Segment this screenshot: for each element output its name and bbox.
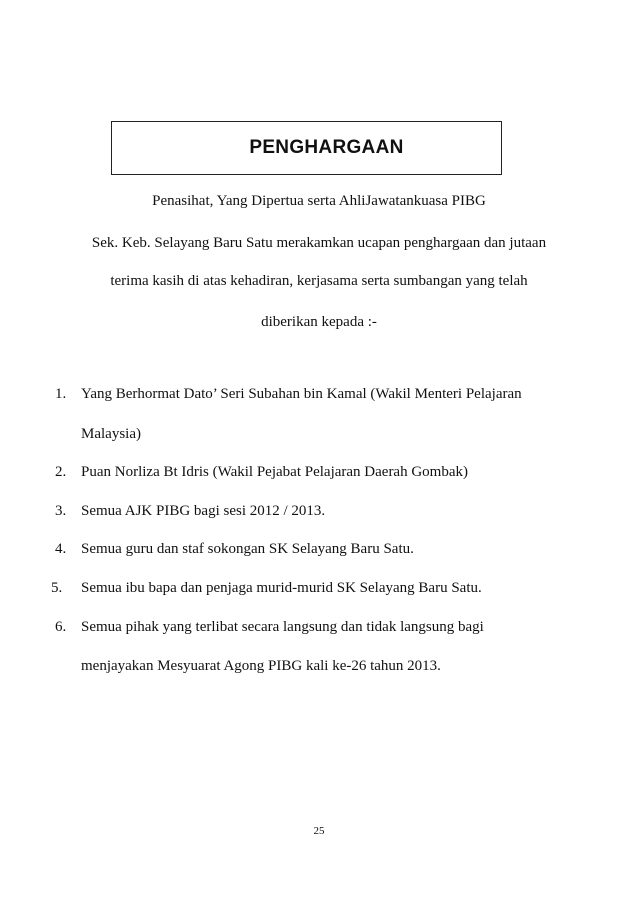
intro-line-3: terima kasih di atas kehadiran, kerjasama serta sumbangan yang telah [110, 273, 528, 289]
list-number: 3. [55, 503, 67, 519]
list-text: Semua ibu bapa dan penjaga murid-murid SK Selayang Baru Satu. [81, 580, 482, 596]
list-text: Semua AJK PIBG bagi sesi 2012 / 2013. [81, 503, 326, 519]
list-number: 6. [55, 619, 67, 635]
list-text: Semua guru dan staf sokongan SK Selayang Baru Satu. [81, 541, 414, 557]
list-text: Yang Berhormat Dato’ Seri Subahan bin Kamal (Wakil Menteri Pelajaran [81, 386, 522, 402]
list-text: Puan Norliza Bt Idris (Wakil Pejabat Pelajaran Daerah Gombak) [81, 464, 468, 480]
page-title: PENGHARGAAN [249, 137, 404, 158]
intro-line-1: Penasihat, Yang Dipertua serta AhliJawatankuasa PIBG [152, 193, 486, 209]
intro-line-2: Sek. Keb. Selayang Baru Satu merakamkan ucapan penghargaan dan jutaan [91, 235, 547, 251]
list-number: 5. [51, 580, 63, 596]
list-text: Malaysia) [81, 426, 141, 442]
list-number: 4. [55, 541, 67, 557]
list-text: Semua pihak yang terlibat secara langsung dan tidak langsung bagi [81, 619, 484, 635]
list-number: 1. [55, 386, 67, 402]
list-number: 2. [55, 464, 67, 480]
list-text: menjayakan Mesyuarat Agong PIBG kali ke-26 tahun 2013. [81, 658, 441, 674]
title-box [111, 121, 502, 175]
page-number: 25 [313, 825, 325, 837]
intro-line-4: diberikan kepada :- [261, 314, 377, 330]
